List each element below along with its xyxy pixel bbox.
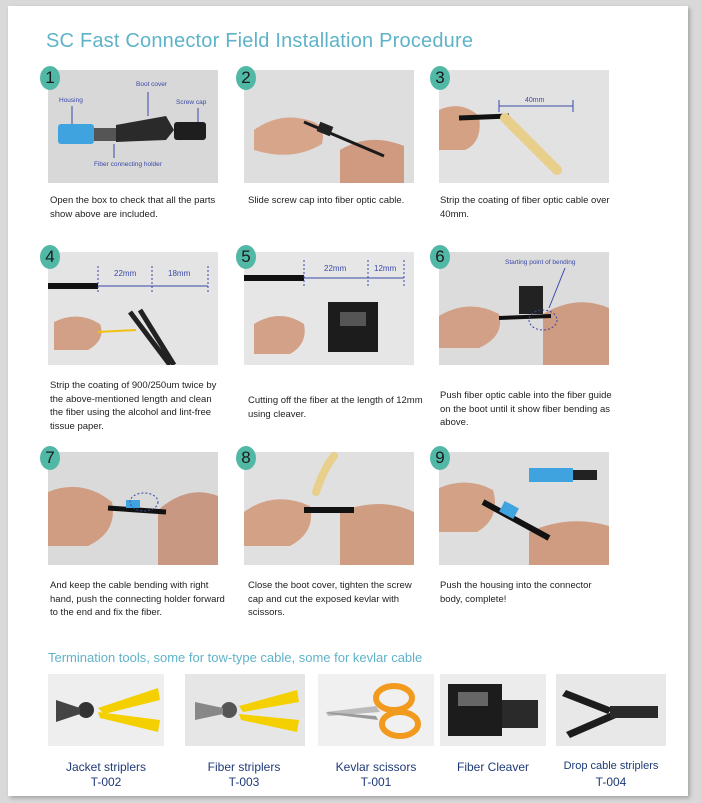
drop-cable-striplers-photo [556,674,666,746]
measure-a: 22mm [324,264,347,273]
fiber-striplers-photo [185,674,305,746]
step-7-photo [48,452,218,565]
step-9-description: Push the housing into the connector body, complete! [440,580,592,605]
tool-code: T-003 [228,775,260,789]
step-3-description: Strip the coating of fiber optic cable over 40mm. [440,195,610,220]
step-3-photo [439,70,609,183]
measure-b: 18mm [168,269,191,278]
step-6-description: Push fiber optic cable into the fiber guide on the boot until it show fiber bending as above. [440,390,612,428]
label-holder: Fiber connecting holder [94,161,162,168]
step-number-badge: 4 [40,245,60,269]
tool-code: T-002 [90,775,122,789]
tool-name: Fiber striplers [207,760,281,774]
tool-name: Drop cable striplers [563,760,659,772]
bending-caption: Starting point of bending [505,259,576,266]
step-2-photo [244,70,414,183]
tools-heading: Termination tools, some for tow-type cable, some for kevlar cable [48,650,423,665]
step-1-description: Open the box to check that all the parts show above are included. [50,195,216,220]
kevlar-scissors-photo [318,674,434,746]
step-number-badge: 1 [40,66,60,90]
step-4-description: Strip the coating of 900/250um twice by the above-mentioned length and clean the fiber using the alcohol and lint-free tissue paper. [50,380,217,432]
step-number-badge: 7 [40,446,60,470]
step-8-description: Close the boot cover, tighten the screw cap and cut the exposed kevlar with scissors. [248,580,412,618]
tool-code: T-004 [595,775,627,789]
step-number-badge: 3 [430,66,450,90]
step-6-photo [439,252,609,365]
procedure-sheet [8,6,688,796]
step-number-badge: 2 [236,66,256,90]
label-housing: Housing [59,97,83,104]
step-5-description: Cutting off the fiber at the length of 12mm using cleaver. [248,395,423,420]
measure-label: 40mm [525,97,545,104]
step-5-photo [244,252,414,365]
step-7-description: And keep the cable bending with right hand, push the connecting holder forward to the end and fix the fiber. [50,580,225,618]
tool-name: Fiber Cleaver [456,760,530,774]
measure-a: 22mm [114,269,137,278]
step-number-badge: 8 [236,446,256,470]
tool-name: Kevlar scissors [335,760,417,774]
label-boot-cover: Boot cover [136,81,168,88]
step-4-photo [48,252,218,365]
step-9-photo [439,452,609,565]
tool-name: Jacket striplers [65,760,147,774]
tool-code: T-001 [360,775,392,789]
page-title: SC Fast Connector Field Installation Procedure [46,30,474,52]
fiber-cleaver-photo [440,674,546,746]
step-1-photo [48,70,218,183]
step-number-badge: 9 [430,446,450,470]
label-screw-cap: Screw cap [176,99,207,106]
jacket-striplers-photo [48,674,164,746]
step-number-badge: 6 [430,245,450,269]
step-8-photo [244,452,414,565]
step-number-badge: 5 [236,245,256,269]
measure-b: 12mm [374,264,397,273]
step-2-description: Slide screw cap into fiber optic cable. [248,195,405,206]
